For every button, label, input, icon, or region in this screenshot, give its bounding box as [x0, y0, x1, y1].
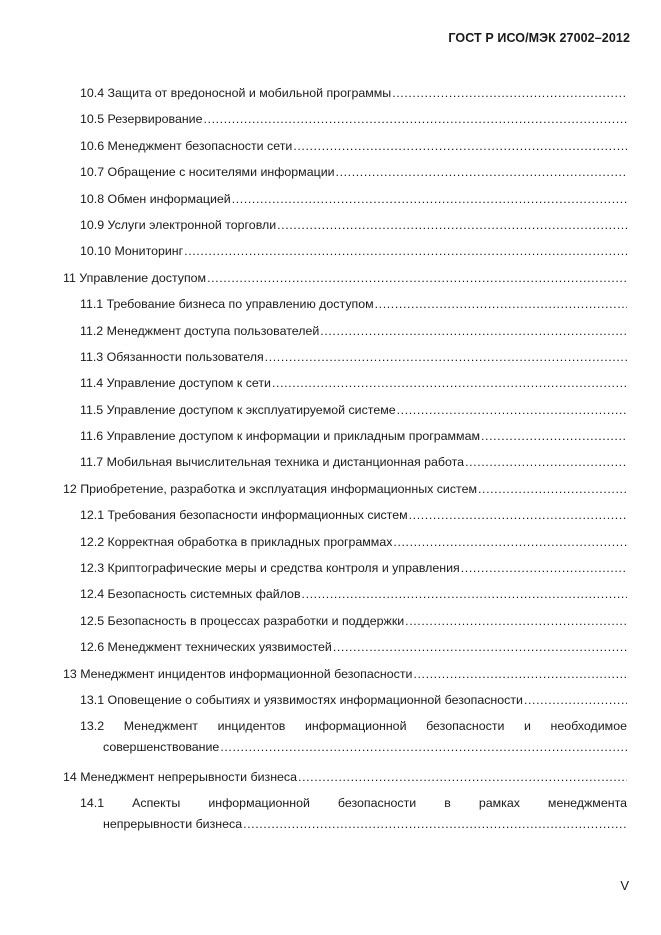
- toc-entry-title: 10.8 Обмен информацией: [80, 191, 231, 206]
- toc-entry: [0, 637, 661, 663]
- toc-entry: [0, 664, 661, 690]
- toc-word: безопасности: [426, 719, 505, 734]
- toc-leader-dots: [397, 403, 627, 417]
- toc-word: менеджмента: [547, 796, 627, 811]
- toc-entry-title: 10.7 Обращение с носителями информации: [80, 165, 335, 180]
- toc-entry-title: 13.1 Оповещение о событиях и уязвимостях информационной безопасности: [80, 692, 523, 707]
- toc-entry: [0, 505, 661, 531]
- toc-leader-dots: [333, 640, 627, 654]
- toc-word: в: [444, 796, 451, 811]
- toc-entry: [0, 373, 661, 399]
- toc-leader-dots: [204, 112, 628, 126]
- toc-entry: [0, 189, 661, 215]
- toc-entry: [0, 532, 661, 558]
- toc-entry-title: 10.5 Резервирование: [80, 112, 203, 127]
- toc-leader-dots: [409, 508, 627, 522]
- toc-entry: [0, 109, 661, 135]
- toc-leader-dots: [413, 667, 627, 681]
- toc-leader-dots: [405, 614, 627, 628]
- toc-word: инцидентов: [217, 719, 286, 734]
- toc-entry-title: 14 Менеджмент непрерывности бизнеса: [63, 769, 298, 784]
- toc-entry-title: 11.2 Менеджмент доступа пользователей: [80, 323, 320, 338]
- toc-entry: [0, 611, 661, 637]
- toc-entry: [0, 716, 661, 766]
- toc-entry: [0, 215, 661, 241]
- toc-entry: [0, 241, 661, 267]
- toc-entry: [0, 268, 661, 294]
- toc-leader-dots: [392, 86, 627, 100]
- toc-entry-title: 12 Приобретение, разработка и эксплуатация информационных систем: [63, 481, 477, 496]
- toc-leader-dots: [277, 218, 627, 232]
- toc-leader-dots: [302, 587, 627, 601]
- toc-leader-dots: [393, 535, 627, 549]
- toc-leader-dots: [336, 165, 627, 179]
- toc-entry-title: 12.4 Безопасность системных файлов: [80, 587, 301, 602]
- toc-leader-dots: [461, 561, 627, 575]
- toc-entry-title: 12.6 Менеджмент технических уязвимостей: [80, 640, 332, 655]
- toc-leader-dots: [524, 693, 627, 707]
- toc-leader-dots: [243, 817, 627, 831]
- toc-entry-continuation: непрерывности бизнеса: [103, 817, 243, 832]
- toc-leader-dots: [481, 429, 627, 443]
- toc-entry-title: 11.7 Мобильная вычислительная техника и дистанционная работа: [80, 455, 465, 470]
- toc-entry-title: 11.1 Требование бизнеса по управлению доступом: [80, 297, 374, 312]
- toc-entry: [0, 479, 661, 505]
- toc-entry-title: 11.3 Обязанности пользователя: [80, 349, 264, 364]
- toc-entry: [0, 690, 661, 716]
- toc-leader-dots: [272, 376, 627, 390]
- toc-word: и: [524, 719, 531, 734]
- toc-entry-title: 12.3 Криптографические меры и средства контроля и управления: [80, 561, 460, 576]
- toc-entry: [0, 558, 661, 584]
- toc-leader-dots: [184, 244, 627, 258]
- page-number: V: [620, 878, 629, 893]
- toc-entry-title: 10.10 Мониторинг: [80, 244, 184, 259]
- toc-leader-dots: [232, 192, 627, 206]
- toc-entry: [0, 321, 661, 347]
- toc-entry-title: 11.4 Управление доступом к сети: [80, 376, 271, 391]
- toc-entry: [0, 426, 661, 452]
- toc-word: необходимое: [550, 719, 627, 734]
- toc-entry: [0, 400, 661, 426]
- toc-entry: [0, 793, 661, 843]
- toc-word: Аспекты: [132, 796, 181, 811]
- toc-leader-dots: [320, 324, 627, 338]
- toc-entry-title: 11.6 Управление доступом к информации и прикладным программам: [80, 429, 480, 444]
- toc-leader-dots: [265, 350, 627, 364]
- toc-entry-continuation: совершенствование: [103, 740, 220, 755]
- toc-entry: [0, 452, 661, 478]
- toc-entry: [0, 162, 661, 188]
- toc-word: 13.2: [80, 719, 105, 734]
- toc-word: информационной: [208, 796, 310, 811]
- toc-entry: [0, 136, 661, 162]
- toc-entry-title: 12.5 Безопасность в процессах разработки и поддержки: [80, 613, 405, 628]
- toc-word: 14.1: [80, 796, 105, 811]
- toc-leader-dots: [220, 740, 627, 754]
- toc-entry-first-line: [80, 716, 627, 740]
- toc-entry: [0, 347, 661, 373]
- table-of-contents: [0, 83, 661, 844]
- toc-word: безопасности: [337, 796, 417, 811]
- toc-leader-dots: [478, 482, 627, 496]
- toc-word: рамках: [478, 796, 520, 811]
- toc-leader-dots: [298, 770, 627, 784]
- toc-leader-dots: [465, 455, 627, 469]
- toc-entry-title: 13 Менеджмент инцидентов информационной безопасности: [63, 666, 413, 681]
- toc-entry-title: 12.2 Корректная обработка в прикладных программах: [80, 534, 393, 549]
- toc-entry: [0, 294, 661, 320]
- toc-word: Менеджмент: [123, 719, 198, 734]
- toc-entry: [0, 584, 661, 610]
- toc-entry-title: 10.6 Менеджмент безопасности сети: [80, 138, 293, 153]
- toc-leader-dots: [375, 297, 627, 311]
- toc-entry: [0, 767, 661, 793]
- toc-entry-title: 11.5 Управление доступом к эксплуатируемой системе: [80, 402, 396, 417]
- page-header-standard-code: ГОСТ Р ИСО/МЭК 27002–2012: [448, 31, 630, 45]
- toc-entry-title: 10.4 Защита от вредоносной и мобильной программы: [80, 86, 392, 100]
- toc-entry-title: 10.9 Услуги электронной торговли: [80, 217, 277, 232]
- toc-word: информационной: [304, 719, 407, 734]
- toc-entry: [0, 83, 661, 109]
- toc-entry-title: 11 Управление доступом: [63, 270, 207, 285]
- toc-leader-dots: [207, 271, 627, 285]
- toc-entry-title: 12.1 Требования безопасности информационных систем: [80, 508, 408, 523]
- toc-entry-first-line: [80, 793, 627, 817]
- toc-leader-dots: [293, 139, 627, 153]
